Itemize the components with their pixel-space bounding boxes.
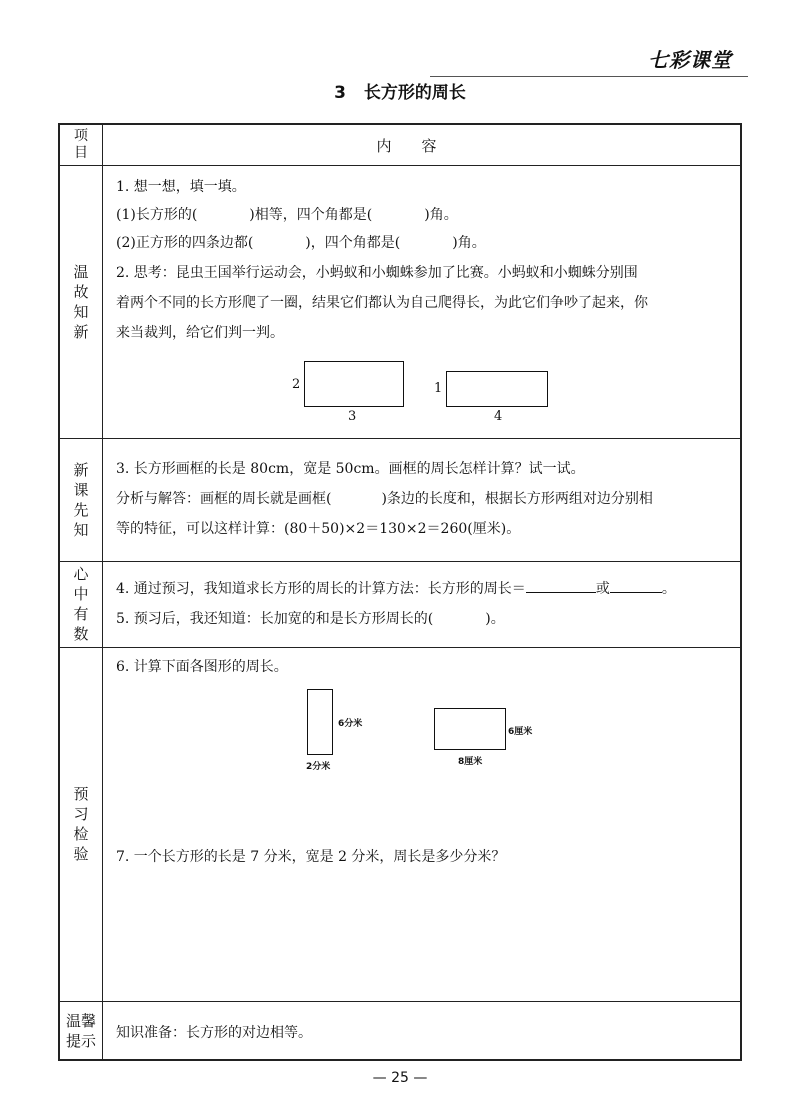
section-label-mind xyxy=(60,561,102,647)
brand-logo: 七彩课堂 xyxy=(648,48,732,72)
rect2-height-label: 1 xyxy=(434,381,443,396)
fig2-width-label: 8厘米 xyxy=(458,757,483,767)
question-1: 1. 想一想，填一填。 xyxy=(116,179,246,195)
q1b-text: )，四个角都是( xyxy=(305,235,401,251)
section-label-newlesson xyxy=(60,438,102,561)
label-char: 温馨 xyxy=(65,1012,96,1030)
question-2-line1: 2. 思考：昆虫王国举行运动会，小蚂蚁和小蜘蛛参加了比赛。小蚂蚁和小蜘蛛分别围 xyxy=(116,265,638,281)
header-content-label: 内容 xyxy=(376,136,467,155)
q5-text: 5. 预习后，我还知道：长加宽的和是长方形周长的( xyxy=(116,611,434,627)
question-6: 6. 计算下面各图形的周长。 xyxy=(116,659,288,675)
header-item-char: 项 xyxy=(74,128,88,144)
section-label-check xyxy=(60,647,102,1001)
q1b-text: (2)正方形的四条边都( xyxy=(116,235,254,251)
rectangle-spider xyxy=(446,371,548,407)
section-label-tip xyxy=(60,1001,102,1061)
row-divider xyxy=(60,438,740,439)
label-char: 故 xyxy=(73,282,89,301)
row-divider xyxy=(60,561,740,562)
fig1-height-label: 6分米 xyxy=(338,719,363,729)
answer-analysis-line1 xyxy=(116,489,736,509)
question-3: 3. 长方形画框的长是 80cm，宽是 50cm。画框的周长怎样计算？试一试。 xyxy=(116,461,585,477)
q4-end: 。 xyxy=(661,581,676,597)
label-char: 心 xyxy=(73,565,89,583)
q1a-text: (1)长方形的( xyxy=(116,207,198,223)
q1a-text: )相等，四个角都是( xyxy=(249,207,373,223)
rect2-width-label: 4 xyxy=(494,409,503,424)
question-2-line3: 来当裁判，给它们判一判。 xyxy=(116,325,284,341)
question-2-line2: 着两个不同的长方形爬了一圈，结果它们都认为自己爬得长，为此它们争吵了起来，你 xyxy=(116,295,648,311)
fig2-height-label: 6厘米 xyxy=(508,727,533,737)
analysis-text: 分析与解答：画框的周长就是画框( xyxy=(116,491,332,507)
label-char: 验 xyxy=(73,845,89,863)
label-char: 数 xyxy=(73,625,89,643)
label-char: 习 xyxy=(73,805,89,823)
fig1-width-label: 2分米 xyxy=(306,762,331,772)
figure-wide-rectangle xyxy=(434,708,506,750)
q4-or: 或 xyxy=(595,581,610,597)
answer-blank[interactable] xyxy=(526,579,596,593)
answer-blank[interactable] xyxy=(610,579,662,593)
figure-tall-rectangle xyxy=(307,689,333,755)
page-number: — 25 — xyxy=(372,1070,428,1086)
q5-text: )。 xyxy=(485,611,505,627)
label-char: 先 xyxy=(73,500,89,519)
rect1-width-label: 3 xyxy=(348,409,357,424)
answer-analysis-line2: 等的特征，可以这样计算：(80＋50)×2＝130×2＝260(厘米)。 xyxy=(116,521,521,537)
row-divider xyxy=(60,165,740,166)
worksheet-table xyxy=(58,123,742,1061)
label-char: 新 xyxy=(73,322,89,341)
label-char: 温 xyxy=(73,262,89,281)
label-char: 课 xyxy=(73,480,89,499)
label-char: 中 xyxy=(73,585,89,603)
label-char: 知 xyxy=(73,302,89,321)
label-char: 有 xyxy=(73,605,89,623)
lesson-number: 3 xyxy=(334,83,346,103)
question-5 xyxy=(116,609,736,629)
q1a-text: )角。 xyxy=(424,207,458,223)
q1b-text: )角。 xyxy=(452,235,486,251)
tip-text: 知识准备：长方形的对边相等。 xyxy=(116,1025,312,1041)
question-1a xyxy=(116,205,736,225)
q4-text: 4. 通过预习，我知道求长方形的周长的计算方法：长方形的周长＝ xyxy=(116,581,526,597)
label-char: 新 xyxy=(73,460,89,479)
lesson-title: 长方形的周长 xyxy=(363,83,466,103)
label-char: 提示 xyxy=(65,1032,96,1050)
column-divider xyxy=(102,125,103,1059)
label-char: 检 xyxy=(73,825,89,843)
rect1-height-label: 2 xyxy=(292,377,301,392)
section-label-review xyxy=(60,165,102,438)
row-divider xyxy=(60,647,740,648)
question-1b xyxy=(116,233,736,253)
header-item-label xyxy=(60,125,102,165)
analysis-text: )条边的长度和，根据长方形两组对边分别相 xyxy=(381,491,653,507)
question-4 xyxy=(116,579,736,599)
row-divider xyxy=(60,1001,740,1002)
header-rule xyxy=(430,76,748,77)
page-title xyxy=(0,78,800,103)
question-7: 7. 一个长方形的长是 7 分米，宽是 2 分米，周长是多少分米？ xyxy=(116,849,506,865)
label-char: 预 xyxy=(73,785,89,803)
rectangle-ant xyxy=(304,361,404,407)
label-char: 知 xyxy=(73,520,89,539)
header-item-char: 目 xyxy=(74,145,88,161)
